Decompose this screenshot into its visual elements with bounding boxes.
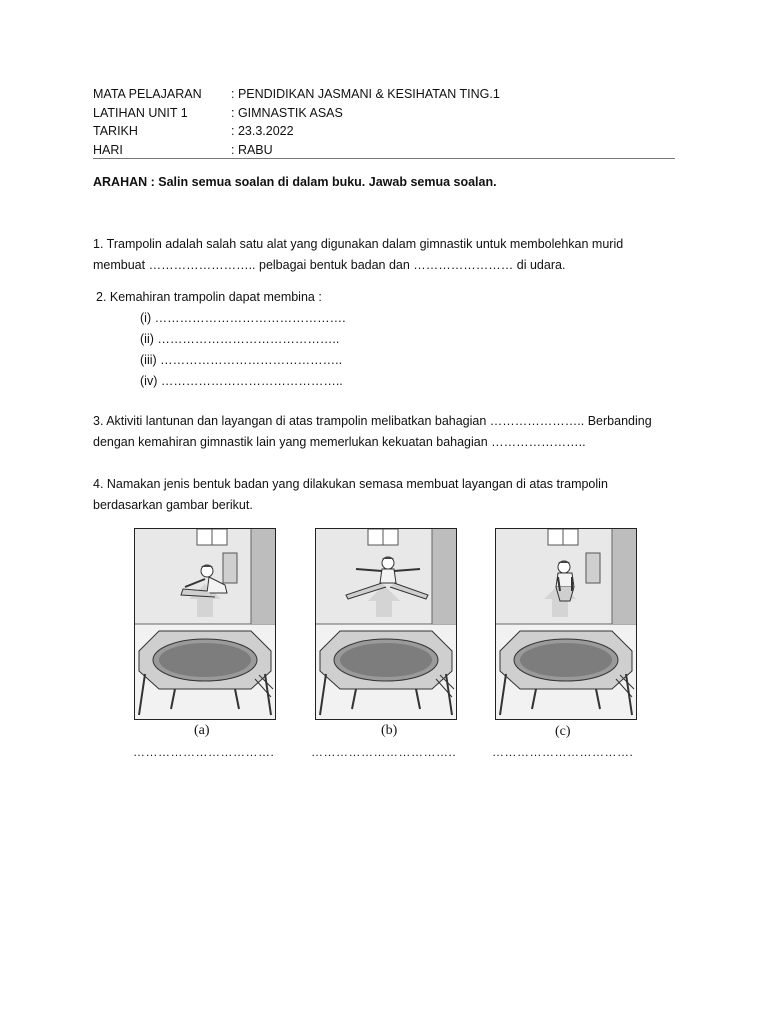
question-4 <box>93 474 683 516</box>
trampoline-illustration-pike <box>134 528 276 720</box>
figure-a <box>134 528 276 738</box>
question-2-title: 2. Kemahiran trampolin dapat membina : <box>96 290 322 304</box>
header-value: : GIMNASTIK ASAS <box>231 105 343 120</box>
figure-b-caption: (b) <box>381 723 398 738</box>
header-row-subject <box>93 87 675 106</box>
question-2 <box>96 287 686 392</box>
header-key: HARI <box>93 142 123 157</box>
header-key: LATIHAN UNIT 1 <box>93 105 188 120</box>
trampoline-illustration-straddle <box>315 528 457 720</box>
question-2-item: (iv) …………………………………….. <box>140 374 343 388</box>
question-2-item: (iii) …………………………………….. <box>140 353 343 367</box>
header-value: : 23.3.2022 <box>231 124 294 138</box>
question-4-line: berdasarkan gambar berikut. <box>93 498 253 512</box>
figure-c-caption: (c) <box>555 724 571 739</box>
question-4-line: 4. Namakan jenis bentuk badan yang dilakukan semasa membuat layangan di atas trampolin <box>93 477 608 491</box>
question-3-line: dengan kemahiran gimnastik lain yang memerlukan kekuatan bahagian ………………….. <box>93 435 586 449</box>
header-row-date <box>93 124 675 143</box>
header-divider <box>93 158 675 159</box>
question-1-line: 1. Trampolin adalah salah satu alat yang digunakan dalam gimnastik untuk membolehkan murid <box>93 237 624 251</box>
header-info <box>93 87 675 161</box>
trampoline-figures <box>0 528 768 768</box>
question-1 <box>93 234 683 276</box>
answer-blank-c: ……………………………. <box>492 745 634 759</box>
header-value: : PENDIDIKAN JASMANI & KESIHATAN TING.1 <box>231 87 500 101</box>
figure-c <box>495 528 637 739</box>
question-3 <box>93 411 683 453</box>
header-key: TARIKH <box>93 124 138 138</box>
header-row-unit <box>93 106 675 125</box>
figure-a-caption: (a) <box>194 723 210 738</box>
header-value: : RABU <box>231 142 273 157</box>
answer-blank-b: …………………………….. <box>311 745 457 759</box>
header-key: MATA PELAJARAN <box>93 87 202 101</box>
question-1-line: membuat …………………….. pelbagai bentuk badan dan …………………… di udara. <box>93 258 566 272</box>
question-2-item: (i) ………………………………………. <box>140 311 346 325</box>
trampoline-illustration-tuck <box>495 528 637 720</box>
question-3-line: 3. Aktiviti lantunan dan layangan di atas trampolin melibatkan bahagian ………………….. Berbanding <box>93 414 652 428</box>
answer-blank-a: ……………………………. <box>133 745 275 759</box>
question-2-item: (ii) …………………………………….. <box>140 332 340 346</box>
instruction-text: ARAHAN : Salin semua soalan di dalam buku. Jawab semua soalan. <box>93 175 497 189</box>
figure-b <box>315 528 457 738</box>
